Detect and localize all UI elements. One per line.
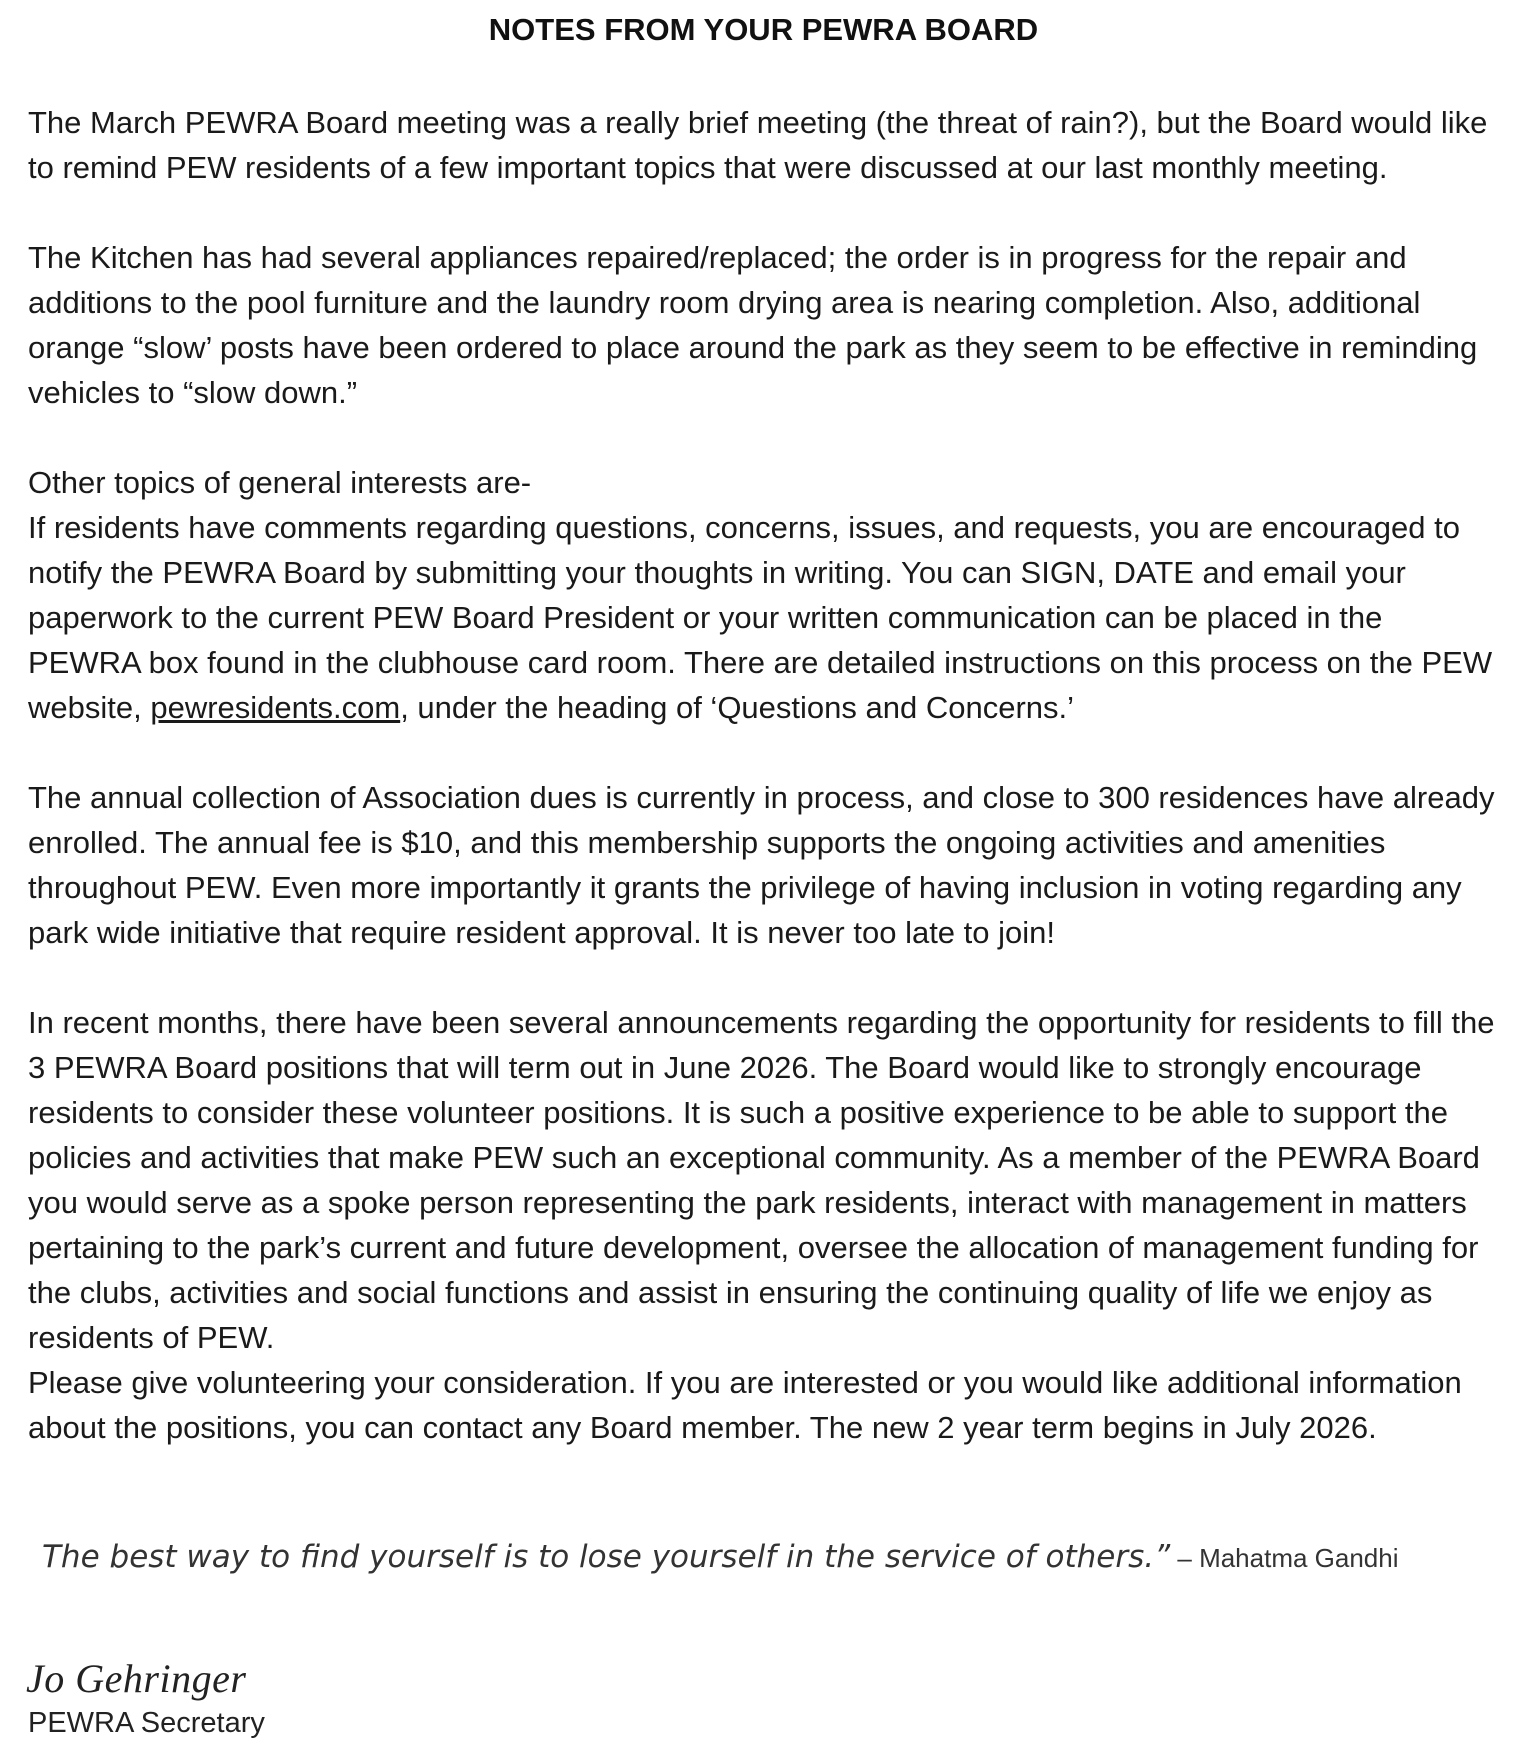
paragraph-kitchen-updates: The Kitchen has had several appliances repaired/replaced; the order is in progress for the repair and additions to the pool furniture and the laundry room drying area is nearing completion. Also, additional orange “slow’ posts have been ordered to place around the park as they seem to be effective in reminding vehicles to “slow down.” (28, 240, 1478, 410)
quote-dash: – (1170, 1543, 1200, 1573)
paragraph-other-topics-heading: Other topics of general interests are- (28, 465, 532, 500)
document-title: NOTES FROM YOUR PEWRA BOARD (488, 12, 1039, 47)
signature-name: Jo Gehringer (26, 1656, 247, 1701)
comments-process-text-end: , under the heading of ‘Questions and Concerns.’ (400, 690, 1075, 725)
comments-process-text: If residents have comments regarding questions, concerns, issues, and requests, you are encouraged to notify the PEWRA Board by submitting your thoughts in writing. You can SIGN, DATE and email your paperwork to the current PEW Board President or your written communication can be placed in the PEWRA box found in the clubhouse card room. There are detailed instructions on this process on the PEW website, (28, 510, 1493, 725)
document-body (28, 100, 1498, 1450)
paragraph-meeting-summary: The March PEWRA Board meeting was a really brief meeting (the threat of rain?), but the Board would like to remind PEW residents of a few important topics that were discussed at our last monthly meeting. (28, 105, 1488, 185)
paragraph-comments-process (28, 505, 1498, 730)
quote-author: Mahatma Gandhi (1199, 1543, 1399, 1573)
closing-quote (42, 1537, 1502, 1576)
signature-role: PEWRA Secretary (28, 1707, 265, 1739)
paragraph-board-positions: In recent months, there have been several announcements regarding the opportunity for residents to fill the 3 PEWRA Board positions that will term out in June 2026. The Board would like to strongly encourage residents to consider these volunteer positions. It is such a positive experience to be able to support the policies and activities that make PEW such an exceptional community. As a member of the PEWRA Board you would serve as a spoke person representing the park residents, interact with management in matters pertaining to the park’s current and future development, oversee the allocation of management funding for the clubs, activities and social functions and assist in ensuring the continuing quality of life we enjoy as residents of PEW. (28, 1005, 1495, 1355)
paragraph-association-dues: The annual collection of Association dues is currently in process, and close to 300 residences have already enrolled. The annual fee is $10, and this membership supports the ongoing activities and amenities throughout PEW. Even more importantly it grants the privilege of having inclusion in voting regarding any park wide initiative that require resident approval. It is never too late to join! (28, 780, 1495, 950)
quote-text: The best way to find yourself is to lose yourself in the service of others.” (42, 1539, 1171, 1575)
paragraph-volunteer-call: Please give volunteering your consideration. If you are interested or you would like additional information about the positions, you can contact any Board member. The new 2 year term begins in July 2026. (28, 1365, 1462, 1445)
website-link[interactable]: pewresidents.com (150, 690, 401, 725)
